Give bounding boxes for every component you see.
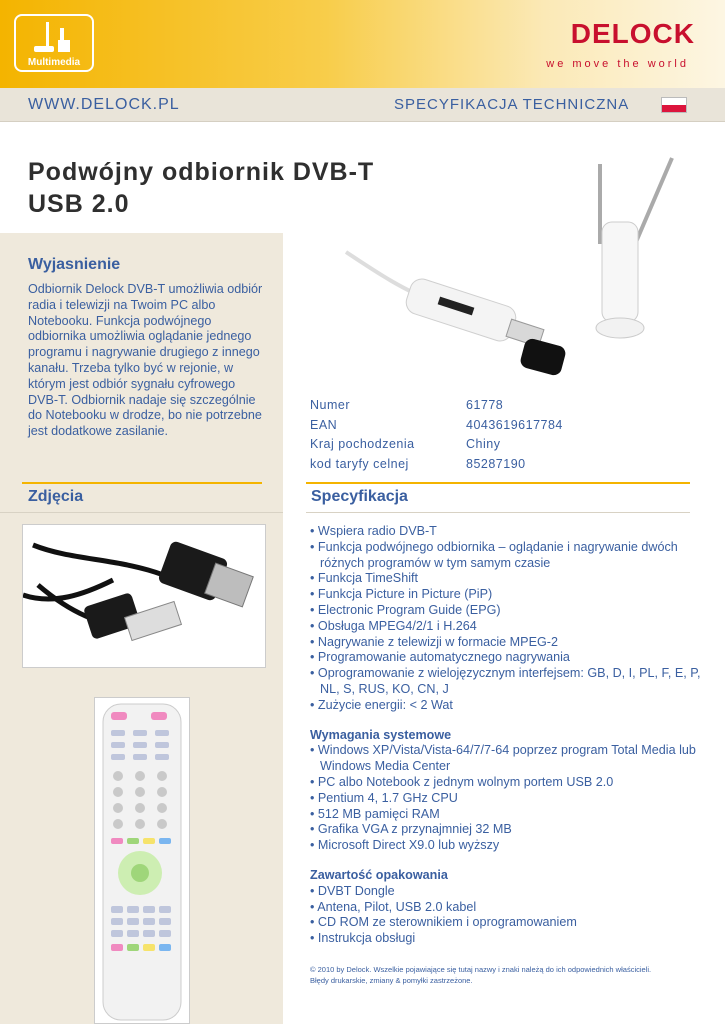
category-label: Multimedia (27, 57, 81, 68)
table-row: kod taryfy celnej 85287190 (310, 456, 526, 471)
poland-flag-icon (661, 97, 687, 113)
table-row: EAN 4043619617784 (310, 417, 563, 432)
footer-line-2: Błędy drukarskie, zmiany & pomyłki zastrzeżone. (310, 976, 473, 985)
section-label: SPECYFIKACJA TECHNICZNA (394, 96, 630, 113)
divider-left-bottom (0, 512, 283, 513)
explanation-heading: Wyjasnienie (28, 256, 121, 273)
list-item: • Obsługa MPEG4/2/1 i H.264 (310, 618, 477, 633)
table-row: Kraj pochodzenia Chiny (310, 437, 501, 451)
photos-heading: Zdjęcia (28, 488, 84, 505)
table-row: Numer 61778 (310, 398, 504, 412)
list-item: • Antena, Pilot, USB 2.0 kabel (310, 899, 477, 914)
list-item: • Instrukcja obsługi (310, 931, 416, 946)
list-item: • Wspiera radio DVB-T (310, 524, 437, 538)
list-item: • Funkcja Picture in Picture (PiP) (310, 587, 493, 602)
explanation-text: Odbiornik Delock DVB-T umożliwia odbiór radia i telewizji na Twoim PC albo Notebooku. Funkcja podwójnego odbiornika umożliwia oglądanie jednego programu i nagrywanie drugiego z innego kanału. Trzeba tylko być w rejonie, w którym jest odbiór sygnału cyfrowego DVB-T. Odbiornik nadaje się szczególnie do Notebooku w drodze, bo nie potrzebne jest dodatkowe zasilanie. (28, 282, 263, 439)
divider-right (306, 482, 690, 484)
brand-tagline: we move the world (546, 58, 689, 70)
list-item: • Zużycie energii: < 2 Wat (310, 697, 453, 712)
usb-cable-photo (22, 524, 266, 668)
header-banner (0, 0, 725, 88)
list-item: • PC albo Notebook z jednym wolnym portem USB 2.0 (310, 774, 614, 789)
list-item: • Grafika VGA z przynajmniej 32 MB (310, 822, 512, 837)
list-item: • Pentium 4, 1.7 GHz CPU (310, 790, 458, 805)
specification-heading: Specyfikacja (311, 488, 408, 505)
package-heading: Zawartość opakowania (310, 867, 448, 882)
title-line-2: USB 2.0 (28, 190, 130, 218)
title-line-1: Podwójny odbiornik DVB-T (28, 158, 375, 186)
divider-left (22, 482, 262, 484)
remote-control-photo (94, 697, 190, 1024)
list-item: • Microsoft Direct X9.0 lub wyższy (310, 838, 500, 853)
requirements-heading: Wymagania systemowe (310, 727, 452, 742)
multimedia-icon (14, 14, 94, 72)
product-info-table (310, 398, 563, 476)
website-link[interactable]: WWW.DELOCK.PL (28, 96, 180, 113)
list-item: • Electronic Program Guide (EPG) (310, 602, 501, 617)
list-item: • 512 MB pamięci RAM (310, 806, 440, 821)
footer-line-1: © 2010 by Delock. Wszelkie pojawiające się tutaj nazwy i znaki należą do ich odpowiednich właścicieli. (310, 965, 652, 974)
list-item: • Nagrywanie z telewizji w formacie MPEG-2 (310, 634, 558, 649)
list-item: • Funkcja podwójnego odbiornika – oglądanie i nagrywanie dwóch różnych programów w tym samym czasie (310, 539, 682, 570)
list-item: • Programowanie automatycznego nagrywania (310, 650, 570, 665)
footer-copyright (310, 964, 651, 986)
list-item: • CD ROM ze sterownikiem i oprogramowaniem (310, 915, 577, 930)
product-photo (316, 152, 688, 392)
divider-right-bottom (306, 512, 690, 513)
list-item: • Funkcja TimeShift (310, 571, 418, 586)
specification-list (310, 524, 710, 947)
list-item: • Windows XP/Vista/Vista-64/7/7-64 poprzez program Total Media lub Windows Media Center (310, 743, 700, 774)
list-item: • DVBT Dongle (310, 883, 395, 898)
delock-logo: DELOCK (570, 18, 695, 49)
list-item: • Oprogramowanie z wielojęzycznym interfejsem: GB, D, I, PL, F, E, P, NL, S, RUS, KO, CN, J (310, 666, 705, 696)
